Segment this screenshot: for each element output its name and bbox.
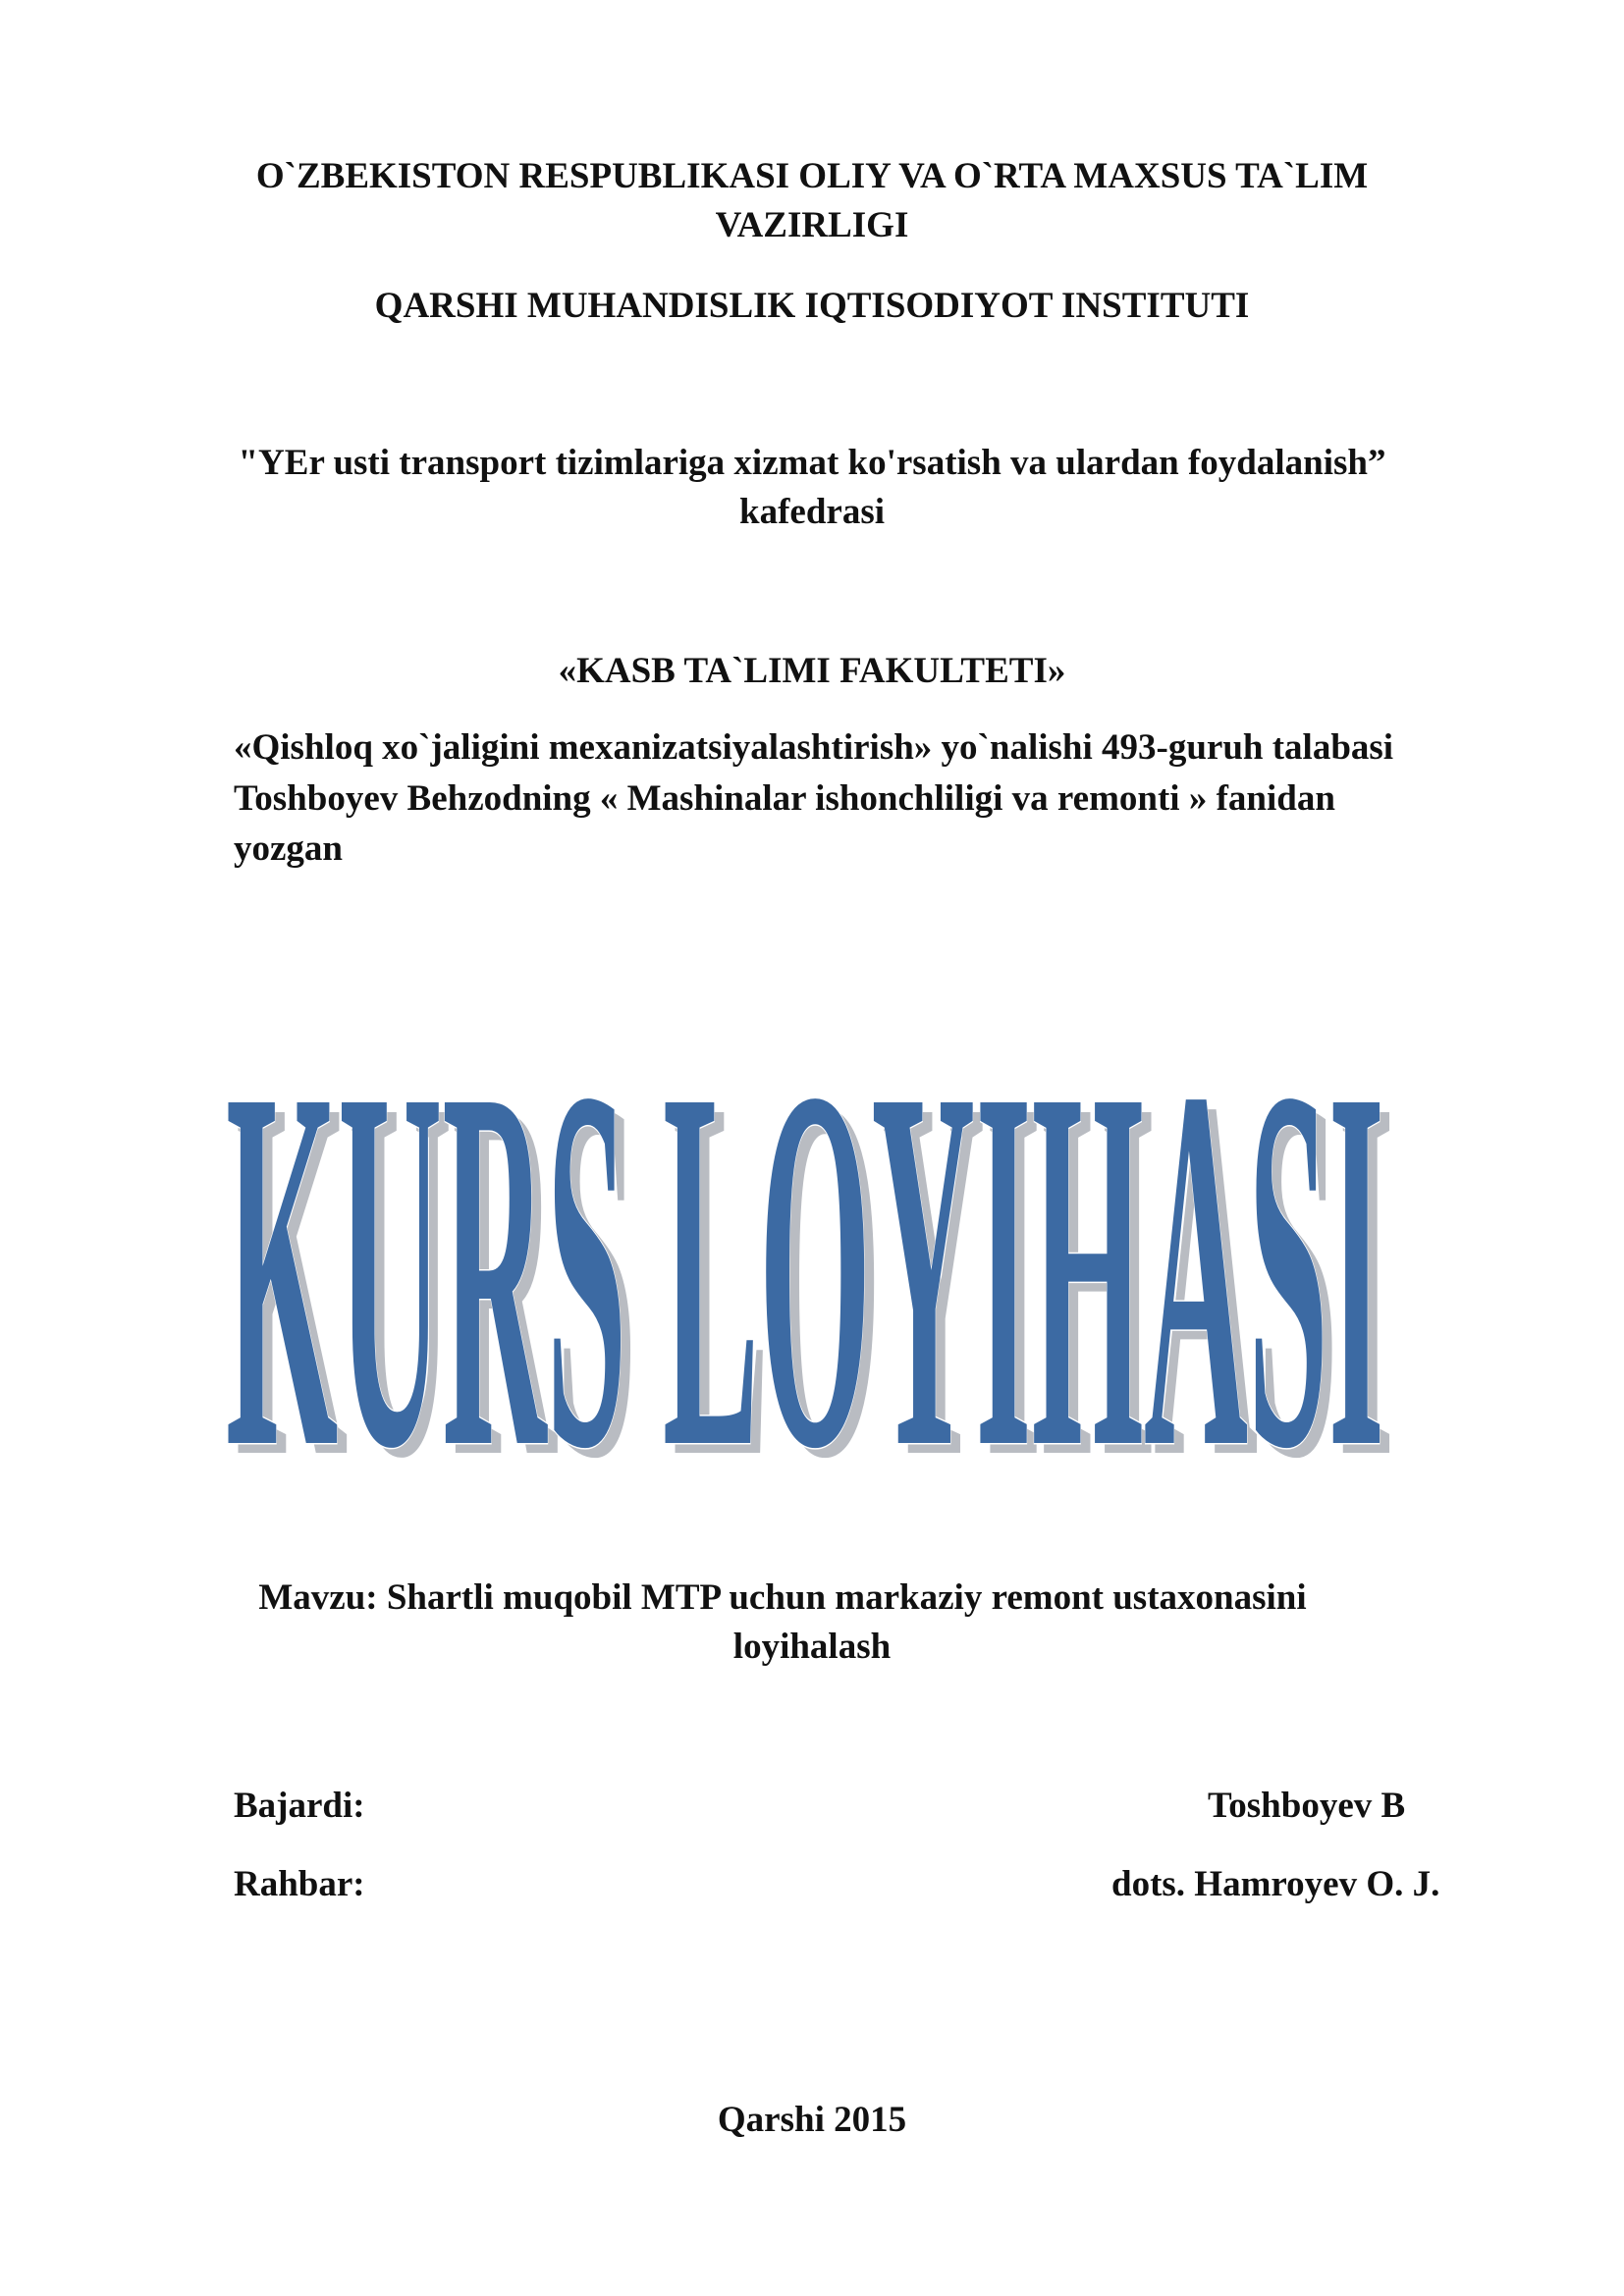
student-info-line-2: Toshboyev Behzodning « Mashinalar ishonchliligi va remonti » fanidan: [234, 778, 1335, 819]
topic-line-1: Mavzu: Shartli muqobil MTP uchun markaziy remont ustaxonasini: [258, 1577, 1307, 1618]
topic-line-2: loyihalash: [732, 1627, 892, 1667]
performer-label: Bajardi:: [234, 1786, 365, 1826]
ministry-line-2: VAZIRLIGI: [715, 205, 909, 245]
supervisor-name: dots. Hamroyev O. J.: [1111, 1864, 1440, 1904]
institute-name: QARSHI MUHANDISLIK IQTISODIYOT INSTITUTI: [374, 286, 1250, 326]
title-shadow-text: KURS LOYIHASI: [236, 989, 1394, 1566]
student-info-line-1: «Qishloq xo`jaligini mexanizatsiyalashtirish» yo`nalishi 493-guruh talabasi: [234, 727, 1394, 768]
supervisor-label: Rahbar:: [234, 1864, 365, 1904]
ministry-line-1: O`ZBEKISTON RESPUBLIKASI OLIY VA O`RTA MAXSUS TA`LIM: [255, 156, 1369, 196]
course-project-title: [226, 980, 1404, 1566]
performer-name: Toshboyev B: [1208, 1786, 1406, 1826]
department-line-2: kafedrasi: [739, 492, 885, 532]
department-line-1: "YEr usti transport tizimlariga xizmat ko'rsatish va ulardan foydalanish”: [238, 443, 1386, 483]
student-info-line-3: yozgan: [234, 828, 343, 869]
faculty-name: «KASB TA`LIMI FAKULTETI»: [558, 651, 1066, 691]
course-project-title-art: [226, 980, 1404, 1566]
city-year: Qarshi 2015: [717, 2100, 907, 2140]
title-main-text: KURS LOYIHASI: [226, 980, 1384, 1556]
